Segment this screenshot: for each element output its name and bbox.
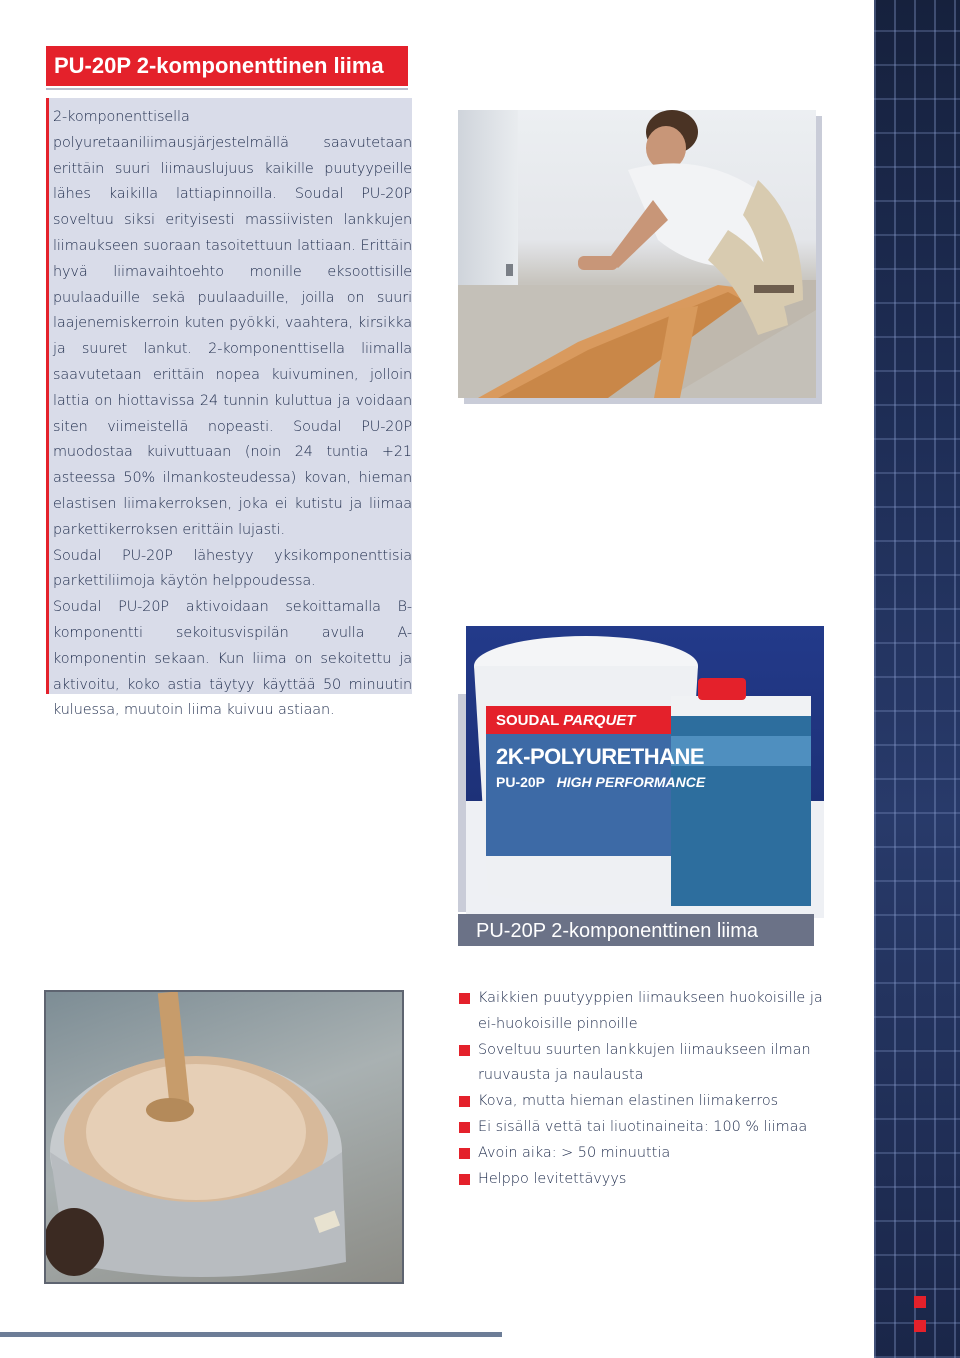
product-name: 2K-POLYURETHANE [496, 744, 705, 769]
bullet-square-icon [459, 1096, 470, 1107]
feature-item [458, 986, 838, 1038]
feature-text: Avoin aika: > 50 minuuttia [478, 1144, 671, 1161]
description-panel [46, 98, 412, 719]
feature-text: Ei sisällä vettä tai liuotinaineita: 100 % liimaa [478, 1118, 808, 1135]
floor-installation-illustration [458, 110, 816, 398]
description-paragraph-1: 2-komponenttisella polyuretaaniliimausjärjestelmällä saavutetaan erittäin suuri liimauslujuus kaikille puutyypeille lähes kaikilla lattiapinnoilla. Soudal PU-20P soveltuu siksi erityisesti massiivisten lankkujen liimaukseen suoraan tasoitettuun lattiaan. Erittäin hyvä liimavaihtoehto monille eksoottisille puulaaduille sekä puulaaduille, joilla on suuri laajenemiskerroin kuten pyökki, vaahtera, kirsikka ja suuret lankut. 2-komponenttisella liimalla saavutetaan erittäin nopea kuivuminen, jolloin lattia on hiottavissa 24 tunnin kuluttua ja voidaan siten viimeistellä nopeasti. Soudal PU-20P muodostaa kuivuttuaan (noin 24 tuntia +21 asteessa 50% ilmankosteudessa) kovan, hieman elastisen liimakerroksen, joka ei kutistu ja liimaa parkettikerroksen erittäin lujasti. [53, 109, 412, 538]
feature-text: Kova, mutta hieman elastinen liimakerros [478, 1093, 779, 1110]
feature-text: Helppo levitettävyys [478, 1170, 627, 1187]
product-caption: PU-20P 2-komponenttinen liima [458, 914, 814, 946]
decorative-square-icon [914, 1296, 926, 1308]
building-facade-pattern [874, 0, 960, 1358]
feature-item [458, 1141, 838, 1167]
product-brand: SOUDAL [496, 712, 560, 729]
decorative-building-strip [874, 0, 960, 1358]
page-title: PU-20P 2-komponenttinen liima [46, 46, 408, 86]
product-brand-label [496, 712, 635, 729]
feature-text: Soveltuu suurten lankkujen liimaukseen ilman ruuvausta ja naulausta [478, 1041, 811, 1084]
feature-item [458, 1038, 838, 1090]
description-text [53, 105, 412, 724]
description-paragraph-3: Soudal PU-20P aktivoidaan sekoittamalla B-komponentti sekoitusvispilän avulla A-komponentin sekaan. Kun liima on sekoitettu ja aktivoitu, koko astia täytyy käyttää 50 minuutin kuluessa, muutoin liima kuivuu astiaan. [53, 599, 412, 719]
product-model-line [496, 774, 705, 790]
photo-floor-installation [458, 110, 816, 398]
feature-text: Kaikkien puutyyppien liimaukseen huokoisille ja ei-huokoisille pinnoille [478, 990, 823, 1032]
product-model: PU-20P [496, 774, 545, 790]
feature-item [458, 1167, 838, 1193]
description-paragraph-2: Soudal PU-20P lähestyy yksikomponenttisia parkettiliimoja käytön helppoudessa. [53, 547, 412, 590]
mixing-illustration [46, 992, 402, 1282]
bullet-square-icon [459, 1148, 470, 1159]
product-illustration [466, 626, 824, 918]
bullet-square-icon [459, 993, 470, 1004]
feature-item [458, 1089, 838, 1115]
photo-frame-shadow [458, 694, 466, 912]
bullet-square-icon [459, 1045, 470, 1056]
photo-mixing [46, 992, 402, 1282]
title-divider [46, 88, 408, 90]
decorative-square-icon [914, 1320, 926, 1332]
bullet-square-icon [459, 1122, 470, 1133]
footer-rule [0, 1332, 502, 1337]
product-line: PARQUET [563, 712, 636, 729]
bullet-square-icon [459, 1174, 470, 1185]
photo-product-containers [466, 626, 824, 918]
product-tagline: HIGH PERFORMANCE [556, 774, 706, 790]
feature-list [458, 986, 838, 1192]
feature-item [458, 1115, 838, 1141]
